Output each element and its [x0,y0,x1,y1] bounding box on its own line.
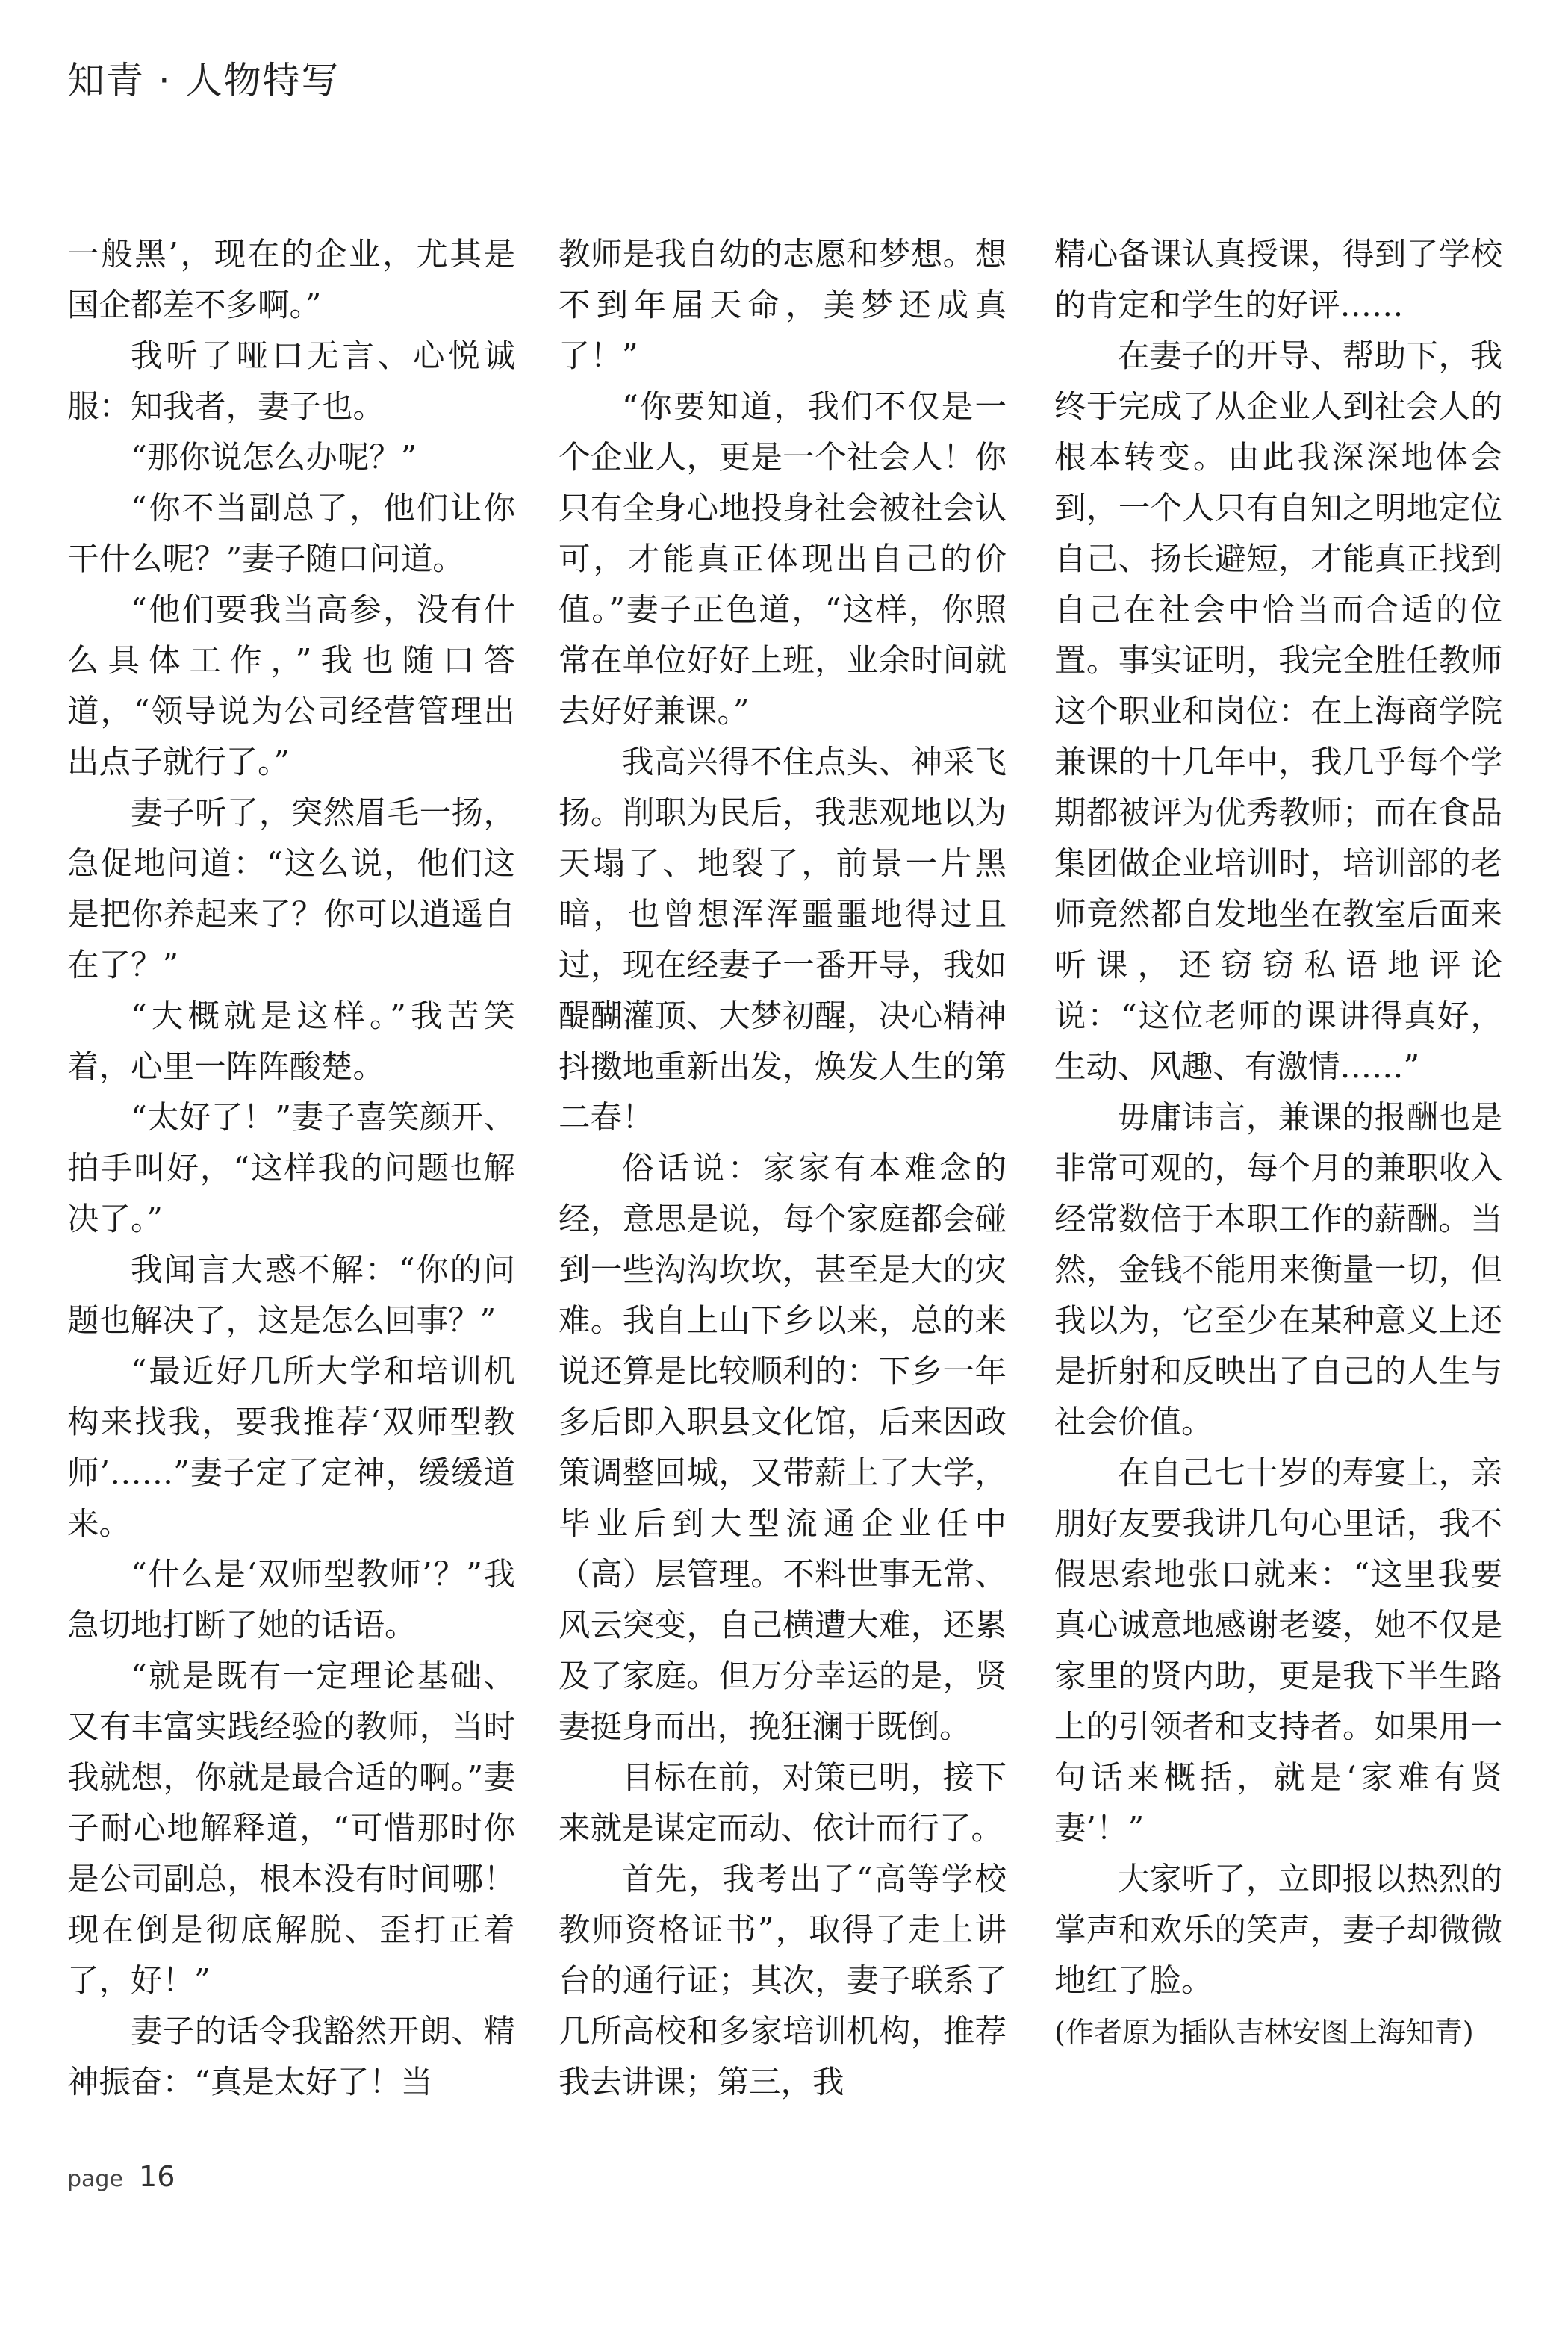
paragraph: 目标在前，对策已明，接下来就是谋定而动、依计而行了。 [559,1760,1007,1847]
text-column-3 [1054,230,1502,2058]
page-label: page [67,2166,123,2192]
paragraph: “你要知道，我们不仅是一个企业人，更是一个社会人！你只有全身心地投身社会被社会认可，才能真正体现出自己的价值。”妻子正色道，“这样，你照常在单位好好上班，业余时间就去好好兼课。” [559,389,1007,730]
paragraph: “大概就是这样。”我苦笑着，心里一阵阵酸楚。 [67,998,515,1086]
paragraph: “太好了！”妻子喜笑颜开、拍手叫好，“这样我的问题也解决了。” [67,1100,515,1238]
section-header: 知青 · 人物特写 [67,59,340,102]
author-credit: (作者原为插队吉林安图上海知青) [1054,2016,1474,2049]
paragraph: “什么是‘双师型教师’？”我急切地打断了她的话语。 [67,1557,515,1644]
paragraph: 在妻子的开导、帮助下，我终于完成了从企业人到社会人的根本转变。由此我深深地体会到，一个人只有自知之明地定位自己、扬长避短，才能真正找到自己在社会中恰当而合适的位置。事实证明，我完全胜任教师这个职业和岗位：在上海商学院兼课的十几年中，我几乎每个学期都被评为优秀教师；而在食品集团做企业培训时，培训部的老师竟然都自发地坐在教室后面来听课，还窃窃私语地评论说：“这位老师的课讲得真好，生动、风趣、有激情……” [1054,338,1502,1086]
text-column-1 [67,230,515,2109]
text-column-2 [559,230,1007,2109]
paragraph: “就是既有一定理论基础、又有丰富实践经验的教师，当时我就想，你就是最合适的啊。”妻子耐心地解释道，“可惜那时你是公司副总，根本没有时间哪！现在倒是彻底解脱、歪打正着了，好！” [67,1658,515,2000]
paragraph: 我听了哑口无言、心悦诚服：知我者，妻子也。 [67,338,515,426]
paragraph: 首先，我考出了“高等学校教师资格证书”，取得了走上讲台的通行证；其次，妻子联系了几所高校和多家培训机构，推荐我去讲课；第三，我 [559,1861,1007,2101]
paragraph: 我闻言大惑不解：“你的问题也解决了，这是怎么回事？” [67,1252,515,1340]
paragraph: “那你说怎么办呢？” [131,440,417,476]
paragraph: 在自己七十岁的寿宴上，亲朋好友要我讲几句心里话，我不假思索地张口就来：“这里我要真心诚意地感谢老婆，她不仅是家里的贤内助，更是我下半生路上的引领者和支持者。如果用一句话来概括，就是‘家难有贤妻’！” [1054,1455,1502,1847]
paragraph: 一般黑’，现在的企业，尤其是国企都差不多啊。” [67,237,515,324]
paragraph: 精心备课认真授课，得到了学校的肯定和学生的好评…… [1054,237,1502,324]
paragraph: 我高兴得不住点头、神采飞扬。削职为民后，我悲观地以为天塌了、地裂了，前景一片黑暗，也曾想浑浑噩噩地得过且过，现在经妻子一番开导，我如醍醐灌顶、大梦初醒，决心精神抖擞地重新出发，焕发人生的第二春！ [559,744,1007,1136]
paragraph: 大家听了，立即报以热烈的掌声和欢乐的笑声，妻子却微微地红了脸。 [1054,1861,1502,2000]
page-number: 16 [139,2160,175,2193]
paragraph: 妻子听了，突然眉毛一扬，急促地问道：“这么说，他们这是把你养起来了？你可以逍遥自在了？” [67,795,515,984]
paragraph: 俗话说：家家有本难念的经，意思是说，每个家庭都会碰到一些沟沟坎坎，甚至是大的灾难。我自上山下乡以来，总的来说还算是比较顺利的：下乡一年多后即入职县文化馆，后来因政策调整回城，又带薪上了大学，毕业后到大型流通企业任中（高）层管理。不料世事无常、风云突变，自己横遭大难，还累及了家庭。但万分幸运的是，贤妻挺身而出，挽狂澜于既倒。 [559,1151,1007,1746]
paragraph: “你不当副总了，他们让你干什么呢？”妻子随口问道。 [67,491,515,578]
paragraph: “他们要我当高参，没有什么具体工作，”我也随口答道，“领导说为公司经营管理出出点子就行了。” [67,592,515,781]
paragraph: “最近好几所大学和培训机构来找我，要我推荐‘双师型教师’……”妻子定了定神，缓缓道来。 [67,1354,515,1543]
paragraph: 毋庸讳言，兼课的报酬也是非常可观的，每个月的兼职收入经常数倍于本职工作的薪酬。当然，金钱不能用来衡量一切，但我以为，它至少在某种意义上还是折射和反映出了自己的人生与社会价值。 [1054,1100,1502,1441]
page-footer [67,2160,175,2193]
paragraph: 教师是我自幼的志愿和梦想。想不到年届天命，美梦还成真了！” [559,237,1007,375]
paragraph: 妻子的话令我豁然开朗、精神振奋：“真是太好了！当 [67,2014,515,2101]
